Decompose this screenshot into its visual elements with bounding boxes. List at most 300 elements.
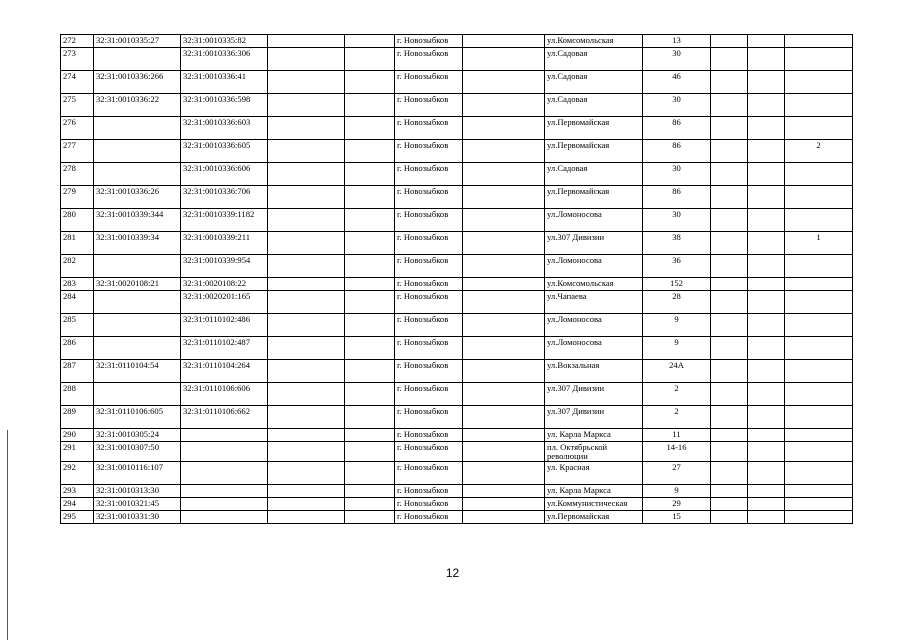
city-cell: г. Новозыбков <box>395 232 463 255</box>
cell-col11 <box>748 255 785 278</box>
cell-col12 <box>785 48 853 71</box>
row-number: 282 <box>61 255 94 278</box>
row-number: 289 <box>61 406 94 429</box>
street-cell: ул.Вокзальная <box>545 360 643 383</box>
street-cell: ул.307 Дивизии <box>545 406 643 429</box>
house-number-cell: 30 <box>643 48 711 71</box>
cell-col5 <box>345 498 395 511</box>
cadastral-number-2: 32:31:0110106:662 <box>181 406 268 429</box>
cell-col5 <box>345 360 395 383</box>
cell-col7 <box>463 140 545 163</box>
house-number-cell: 38 <box>643 232 711 255</box>
cell-col11 <box>748 429 785 442</box>
cell-col4 <box>268 498 345 511</box>
house-number-cell: 28 <box>643 291 711 314</box>
house-number-cell: 46 <box>643 71 711 94</box>
city-cell: г. Новозыбков <box>395 406 463 429</box>
page-edge-line <box>7 430 8 640</box>
house-number-cell: 30 <box>643 209 711 232</box>
cell-col5 <box>345 429 395 442</box>
cell-col4 <box>268 255 345 278</box>
house-number-cell: 2 <box>643 406 711 429</box>
cadastral-number-1 <box>94 117 181 140</box>
cadastral-number-1: 32:31:0010313:30 <box>94 485 181 498</box>
cell-col4 <box>268 48 345 71</box>
city-cell: г. Новозыбков <box>395 337 463 360</box>
cadastral-number-1 <box>94 291 181 314</box>
row-number: 292 <box>61 462 94 485</box>
cell-col5 <box>345 462 395 485</box>
city-cell: г. Новозыбков <box>395 48 463 71</box>
city-cell: г. Новозыбков <box>395 498 463 511</box>
registry-rows <box>61 35 853 524</box>
cell-col4 <box>268 291 345 314</box>
cell-col4 <box>268 163 345 186</box>
street-cell: ул.Первомайская <box>545 140 643 163</box>
cell-col10 <box>711 337 748 360</box>
cell-col12 <box>785 406 853 429</box>
cell-col4 <box>268 360 345 383</box>
table-row <box>61 163 853 186</box>
city-cell: г. Новозыбков <box>395 291 463 314</box>
cell-col10 <box>711 232 748 255</box>
cell-col5 <box>345 117 395 140</box>
cadastral-number-1: 32:31:0010339:34 <box>94 232 181 255</box>
cell-col10 <box>711 462 748 485</box>
cell-col12 <box>785 442 853 462</box>
cadastral-number-2 <box>181 429 268 442</box>
cell-col10 <box>711 117 748 140</box>
cell-col7 <box>463 117 545 140</box>
street-cell: ул.Садовая <box>545 94 643 117</box>
cadastral-number-1 <box>94 314 181 337</box>
cell-col5 <box>345 255 395 278</box>
cell-col10 <box>711 498 748 511</box>
table-row <box>61 442 853 462</box>
row-number: 277 <box>61 140 94 163</box>
cadastral-number-2: 32:31:0110106:606 <box>181 383 268 406</box>
cell-col5 <box>345 291 395 314</box>
city-cell: г. Новозыбков <box>395 278 463 291</box>
cell-col11 <box>748 462 785 485</box>
cell-col5 <box>345 48 395 71</box>
house-number-cell: 9 <box>643 337 711 360</box>
cell-col4 <box>268 429 345 442</box>
street-cell: ул.Ломоносова <box>545 255 643 278</box>
table-row <box>61 278 853 291</box>
row-number: 275 <box>61 94 94 117</box>
table-row <box>61 94 853 117</box>
cell-col11 <box>748 71 785 94</box>
row-number: 291 <box>61 442 94 462</box>
cell-col4 <box>268 209 345 232</box>
cell-col12 <box>785 71 853 94</box>
street-cell: ул.Первомайская <box>545 117 643 140</box>
cell-col11 <box>748 278 785 291</box>
cell-col7 <box>463 186 545 209</box>
cell-col12 <box>785 360 853 383</box>
street-cell: ул. Карла Маркса <box>545 429 643 442</box>
cell-col11 <box>748 360 785 383</box>
cell-col7 <box>463 255 545 278</box>
cell-col5 <box>345 442 395 462</box>
cadastral-number-2 <box>181 442 268 462</box>
registry-table <box>60 34 853 524</box>
cell-col10 <box>711 209 748 232</box>
cadastral-number-1: 32:31:0110106:605 <box>94 406 181 429</box>
cell-col4 <box>268 140 345 163</box>
table-row <box>61 498 853 511</box>
cadastral-number-2: 32:31:0010335:82 <box>181 35 268 48</box>
row-number: 293 <box>61 485 94 498</box>
city-cell: г. Новозыбков <box>395 35 463 48</box>
cell-col12 <box>785 429 853 442</box>
cell-col4 <box>268 71 345 94</box>
cell-col5 <box>345 140 395 163</box>
cell-col12 <box>785 163 853 186</box>
cell-col12 <box>785 383 853 406</box>
row-number: 281 <box>61 232 94 255</box>
street-cell: ул.Комсомольская <box>545 35 643 48</box>
city-cell: г. Новозыбков <box>395 71 463 94</box>
house-number-cell: 27 <box>643 462 711 485</box>
cell-col11 <box>748 291 785 314</box>
table-row <box>61 140 853 163</box>
row-number: 286 <box>61 337 94 360</box>
cadastral-number-2: 32:31:0010339:1182 <box>181 209 268 232</box>
city-cell: г. Новозыбков <box>395 462 463 485</box>
city-cell: г. Новозыбков <box>395 485 463 498</box>
cadastral-number-2: 32:31:0020201:165 <box>181 291 268 314</box>
cadastral-number-1 <box>94 163 181 186</box>
city-cell: г. Новозыбков <box>395 314 463 337</box>
cell-col5 <box>345 163 395 186</box>
cadastral-number-1: 32:31:0010335:27 <box>94 35 181 48</box>
street-cell: ул. Красная <box>545 462 643 485</box>
row-number: 295 <box>61 511 94 524</box>
cell-col10 <box>711 291 748 314</box>
cell-col5 <box>345 35 395 48</box>
cell-col12 <box>785 511 853 524</box>
street-cell: ул.Ломоносова <box>545 314 643 337</box>
street-cell: пл. Октябрьской революции <box>545 442 643 462</box>
cadastral-number-2 <box>181 485 268 498</box>
cell-col12 <box>785 255 853 278</box>
street-cell: ул.Ломоносова <box>545 337 643 360</box>
table-row <box>61 291 853 314</box>
cadastral-number-1: 32:31:0020108:21 <box>94 278 181 291</box>
street-cell: ул.Садовая <box>545 48 643 71</box>
cell-col11 <box>748 140 785 163</box>
cell-col7 <box>463 383 545 406</box>
house-number-cell: 36 <box>643 255 711 278</box>
cell-col10 <box>711 485 748 498</box>
cadastral-number-1 <box>94 48 181 71</box>
city-cell: г. Новозыбков <box>395 383 463 406</box>
cell-col10 <box>711 48 748 71</box>
cadastral-number-1: 32:31:0110104:54 <box>94 360 181 383</box>
cell-col10 <box>711 163 748 186</box>
cell-col10 <box>711 511 748 524</box>
cell-col12 <box>785 462 853 485</box>
table-row <box>61 209 853 232</box>
cadastral-number-1: 32:31:0010336:26 <box>94 186 181 209</box>
cadastral-number-2: 32:31:0020108:22 <box>181 278 268 291</box>
cell-col4 <box>268 117 345 140</box>
cell-col7 <box>463 429 545 442</box>
city-cell: г. Новозыбков <box>395 442 463 462</box>
city-cell: г. Новозыбков <box>395 360 463 383</box>
street-cell: ул.Комсомольская <box>545 278 643 291</box>
cell-col10 <box>711 429 748 442</box>
street-cell: ул.Садовая <box>545 71 643 94</box>
cadastral-number-1: 32:31:0010116:107 <box>94 462 181 485</box>
cadastral-number-2 <box>181 462 268 485</box>
street-cell: ул.Садовая <box>545 163 643 186</box>
cell-col11 <box>748 48 785 71</box>
cell-col5 <box>345 278 395 291</box>
table-row <box>61 117 853 140</box>
cell-col12 <box>785 278 853 291</box>
row-number: 278 <box>61 163 94 186</box>
cell-col5 <box>345 511 395 524</box>
cell-col11 <box>748 186 785 209</box>
city-cell: г. Новозыбков <box>395 117 463 140</box>
cell-col4 <box>268 442 345 462</box>
cadastral-number-1: 32:31:0010336:266 <box>94 71 181 94</box>
page-number: 12 <box>445 566 460 580</box>
cell-col10 <box>711 360 748 383</box>
house-number-cell: 30 <box>643 94 711 117</box>
cell-col4 <box>268 337 345 360</box>
table-row <box>61 255 853 278</box>
cell-col10 <box>711 186 748 209</box>
city-cell: г. Новозыбков <box>395 140 463 163</box>
cell-col7 <box>463 209 545 232</box>
row-number: 287 <box>61 360 94 383</box>
cell-col11 <box>748 163 785 186</box>
cell-col10 <box>711 442 748 462</box>
cell-col7 <box>463 278 545 291</box>
cell-col7 <box>463 48 545 71</box>
cell-col5 <box>345 406 395 429</box>
cadastral-number-1: 32:31:0010336:22 <box>94 94 181 117</box>
table-row <box>61 71 853 94</box>
table-row <box>61 337 853 360</box>
city-cell: г. Новозыбков <box>395 429 463 442</box>
cell-col5 <box>345 209 395 232</box>
table-row <box>61 314 853 337</box>
cadastral-number-1 <box>94 383 181 406</box>
cell-col7 <box>463 232 545 255</box>
house-number-cell: 14-16 <box>643 442 711 462</box>
cell-col5 <box>345 71 395 94</box>
row-number: 274 <box>61 71 94 94</box>
cell-col11 <box>748 383 785 406</box>
cadastral-number-2: 32:31:0010336:598 <box>181 94 268 117</box>
cell-col12 <box>785 35 853 48</box>
cell-col4 <box>268 314 345 337</box>
cadastral-number-1: 32:31:0010321:45 <box>94 498 181 511</box>
cell-col11 <box>748 485 785 498</box>
house-number-cell: 86 <box>643 186 711 209</box>
house-number-cell: 9 <box>643 485 711 498</box>
cell-col7 <box>463 35 545 48</box>
table-row <box>61 232 853 255</box>
cell-col10 <box>711 35 748 48</box>
street-cell: ул. Карла Маркса <box>545 485 643 498</box>
house-number-cell: 2 <box>643 383 711 406</box>
street-cell: ул.Коммунистическая <box>545 498 643 511</box>
cell-col4 <box>268 186 345 209</box>
cadastral-number-2: 32:31:0010339:211 <box>181 232 268 255</box>
table-row <box>61 511 853 524</box>
cell-col4 <box>268 278 345 291</box>
cell-col5 <box>345 94 395 117</box>
cell-col7 <box>463 337 545 360</box>
house-number-cell: 152 <box>643 278 711 291</box>
cadastral-number-2: 32:31:0010336:603 <box>181 117 268 140</box>
cell-col4 <box>268 511 345 524</box>
cadastral-number-1 <box>94 255 181 278</box>
cell-col5 <box>345 485 395 498</box>
cadastral-number-2 <box>181 511 268 524</box>
table-row <box>61 429 853 442</box>
cell-col7 <box>463 511 545 524</box>
cell-col12 <box>785 485 853 498</box>
row-number: 273 <box>61 48 94 71</box>
cell-col7 <box>463 406 545 429</box>
city-cell: г. Новозыбков <box>395 163 463 186</box>
cadastral-number-2: 32:31:0010336:41 <box>181 71 268 94</box>
row-number: 288 <box>61 383 94 406</box>
table-row <box>61 485 853 498</box>
table-row <box>61 35 853 48</box>
street-cell: ул.Чапаева <box>545 291 643 314</box>
house-number-cell: 9 <box>643 314 711 337</box>
cell-col12 <box>785 498 853 511</box>
cadastral-number-2: 32:31:0110102:486 <box>181 314 268 337</box>
cadastral-number-2: 32:31:0010336:706 <box>181 186 268 209</box>
house-number-cell: 30 <box>643 163 711 186</box>
cell-col7 <box>463 462 545 485</box>
cell-col10 <box>711 383 748 406</box>
cadastral-number-2: 32:31:0010339:954 <box>181 255 268 278</box>
cell-col5 <box>345 314 395 337</box>
cell-col11 <box>748 209 785 232</box>
table-row <box>61 186 853 209</box>
cell-col12 <box>785 186 853 209</box>
row-number: 290 <box>61 429 94 442</box>
cadastral-number-2: 32:31:0010336:306 <box>181 48 268 71</box>
cell-col11 <box>748 35 785 48</box>
cadastral-number-1: 32:31:0010331:30 <box>94 511 181 524</box>
city-cell: г. Новозыбков <box>395 209 463 232</box>
cadastral-number-1: 32:31:0010305:24 <box>94 429 181 442</box>
cell-col11 <box>748 511 785 524</box>
house-number-cell: 86 <box>643 117 711 140</box>
cell-col7 <box>463 291 545 314</box>
cell-col12 <box>785 94 853 117</box>
street-cell: ул.Ломоносова <box>545 209 643 232</box>
row-number: 280 <box>61 209 94 232</box>
street-cell: ул.307 Дивизии <box>545 383 643 406</box>
cell-col12: 2 <box>785 140 853 163</box>
cell-col12 <box>785 117 853 140</box>
cell-col11 <box>748 314 785 337</box>
cadastral-number-2: 32:31:0010336:605 <box>181 140 268 163</box>
cell-col10 <box>711 71 748 94</box>
cell-col10 <box>711 314 748 337</box>
row-number: 276 <box>61 117 94 140</box>
cell-col11 <box>748 337 785 360</box>
house-number-cell: 15 <box>643 511 711 524</box>
cell-col11 <box>748 442 785 462</box>
cell-col7 <box>463 314 545 337</box>
cell-col11 <box>748 498 785 511</box>
house-number-cell: 29 <box>643 498 711 511</box>
cell-col5 <box>345 186 395 209</box>
row-number: 279 <box>61 186 94 209</box>
cadastral-number-2: 32:31:0110102:487 <box>181 337 268 360</box>
cell-col4 <box>268 383 345 406</box>
table-row <box>61 406 853 429</box>
cadastral-number-2: 32:31:0010336:606 <box>181 163 268 186</box>
cell-col5 <box>345 383 395 406</box>
cell-col10 <box>711 278 748 291</box>
cell-col12 <box>785 209 853 232</box>
cell-col11 <box>748 406 785 429</box>
house-number-cell: 86 <box>643 140 711 163</box>
cell-col4 <box>268 462 345 485</box>
cell-col10 <box>711 255 748 278</box>
city-cell: г. Новозыбков <box>395 94 463 117</box>
cadastral-number-1 <box>94 140 181 163</box>
cell-col12 <box>785 291 853 314</box>
cell-col7 <box>463 94 545 117</box>
cell-col7 <box>463 163 545 186</box>
cell-col11 <box>748 117 785 140</box>
street-cell: ул.Первомайская <box>545 186 643 209</box>
cell-col7 <box>463 498 545 511</box>
cell-col12: 1 <box>785 232 853 255</box>
row-number: 294 <box>61 498 94 511</box>
cell-col4 <box>268 485 345 498</box>
cadastral-number-1: 32:31:0010339:344 <box>94 209 181 232</box>
cell-col7 <box>463 71 545 94</box>
cell-col11 <box>748 232 785 255</box>
cell-col12 <box>785 314 853 337</box>
cell-col4 <box>268 94 345 117</box>
cell-col5 <box>345 232 395 255</box>
row-number: 283 <box>61 278 94 291</box>
cell-col10 <box>711 406 748 429</box>
house-number-cell: 13 <box>643 35 711 48</box>
cell-col7 <box>463 442 545 462</box>
cadastral-number-2 <box>181 498 268 511</box>
cadastral-number-1 <box>94 337 181 360</box>
street-cell: ул.Первомайская <box>545 511 643 524</box>
cell-col11 <box>748 94 785 117</box>
cell-col4 <box>268 406 345 429</box>
house-number-cell: 11 <box>643 429 711 442</box>
table-row <box>61 48 853 71</box>
cell-col10 <box>711 140 748 163</box>
row-number: 272 <box>61 35 94 48</box>
house-number-cell: 24А <box>643 360 711 383</box>
cell-col5 <box>345 337 395 360</box>
city-cell: г. Новозыбков <box>395 511 463 524</box>
